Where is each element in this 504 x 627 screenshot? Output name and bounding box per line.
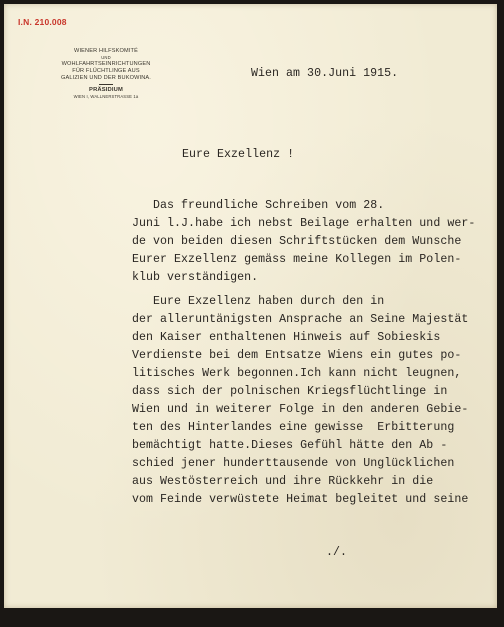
body-line-10: litisches Werk begonnen.Ich kann nicht leugnen, [132, 367, 462, 380]
letterhead-line-2: UND [101, 55, 111, 61]
letterhead-line-4: FÜR FLÜCHTLINGE AUS [72, 67, 140, 74]
body-line-13: ten des Hinterlandes eine gewisse Erbitterung [132, 421, 455, 434]
body-line-17: vom Feinde verwüstete Heimat begleitet und seine [132, 493, 469, 506]
body-line-5: klub verständigen. [132, 271, 259, 284]
body-line-3: de von beiden diesen Schriftstücken dem Wunsche [132, 235, 462, 248]
body-line-6: Eure Exzellenz haben durch den in [132, 295, 385, 308]
body-line-4: Eurer Exzellenz gemäss meine Kollegen im Polen- [132, 253, 462, 266]
date-line: Wien am 30.Juni 1915. [251, 67, 399, 80]
body-line-1: Das freundliche Schreiben vom 28. [132, 199, 385, 212]
letterhead-line-1: WIENER HILFSKOMITÉ [74, 48, 138, 54]
body-line-2: Juni l.J.habe ich nebst Beilage erhalten und wer- [132, 217, 476, 230]
body-line-14: bemächtigt hatte.Dieses Gefühl hätte den Ab - [132, 439, 448, 452]
body-line-7: der alleruntänigsten Ansprache an Seine Majestät [132, 313, 469, 326]
body-line-16: aus Westösterreich und ihre Rückkehr in die [132, 475, 434, 488]
letterhead-line-6: PRÄSIDIUM [89, 87, 123, 94]
letterhead-line-5: GALIZIEN UND DER BUKOWINA. [61, 75, 151, 82]
letter-page [4, 4, 497, 608]
letterhead-line-7: WIEN I, WALLNERSTRASSE 1a [73, 94, 139, 100]
body-line-11: dass sich der polnischen Kriegsflüchtlinge in [132, 385, 448, 398]
letterhead [51, 48, 161, 100]
salutation: Eure Exzellenz ! [182, 148, 295, 161]
inventory-number: I.N. 210.008 [18, 17, 67, 27]
body-line-12: Wien und in weiterer Folge in den anderen Gebie- [132, 403, 469, 416]
body-line-8: den Kaiser enthaltenen Hinweis auf Sobieskis [132, 331, 441, 344]
body-line-9: Verdienste bei dem Entsatze Wiens ein gutes po- [132, 349, 462, 362]
body-line-15: schied jener hunderttausende von Unglücklichen [132, 457, 455, 470]
letterhead-line-3: WOHLFAHRTSEINRICHTUNGEN [61, 60, 151, 67]
continuation-mark: ./. [326, 546, 348, 559]
letterhead-divider [99, 84, 113, 85]
